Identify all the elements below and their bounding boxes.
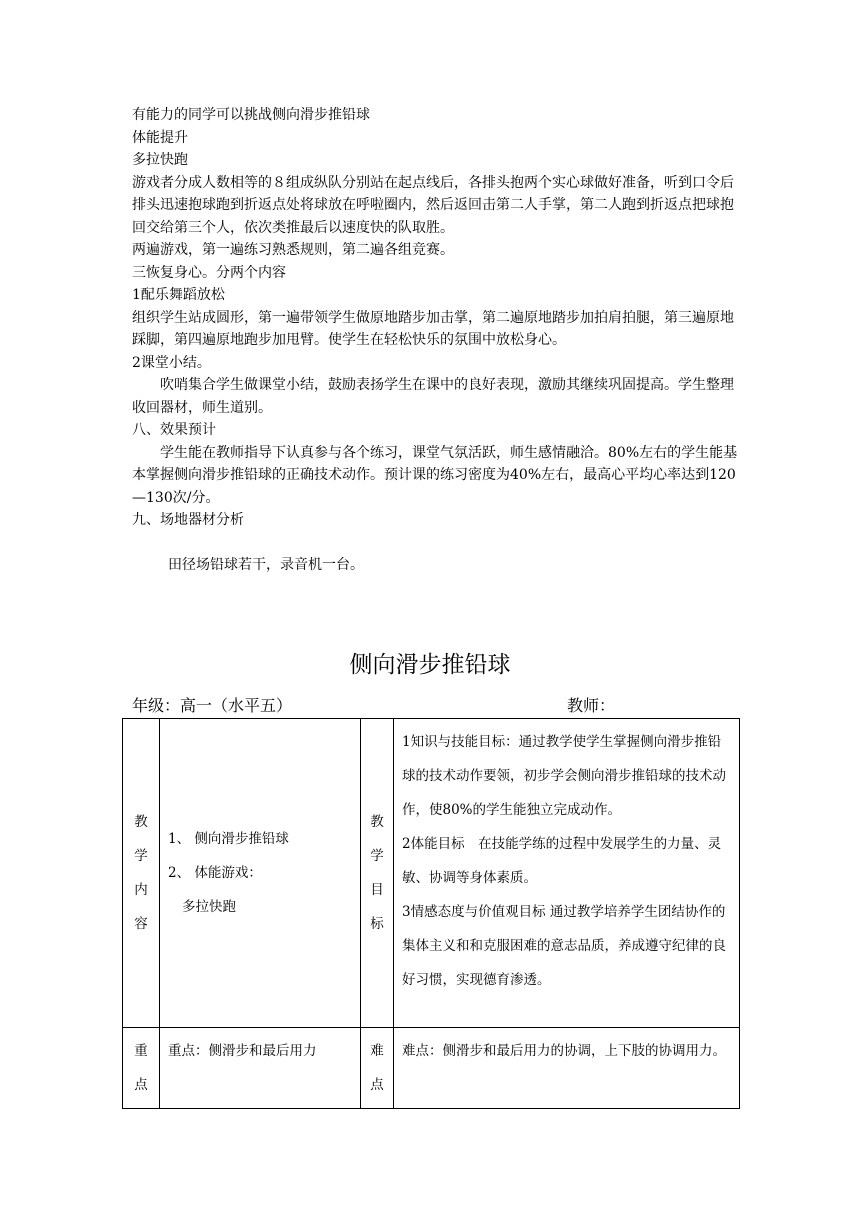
goal-item: 2体能目标 在技能学练的过程中发展学生的力量、灵敏、协调等身体素质。	[402, 836, 722, 886]
content-item: 1、 侧向滑步推铅球	[168, 831, 289, 847]
teacher-label: 教师：	[567, 696, 616, 715]
paragraph: 吹哨集合学生做课堂小结，鼓励表扬学生在课中的良好表现，激励其继续巩固提高。学生整理收回器材，师生道别。	[132, 377, 734, 416]
content-item: 2、 体能游戏：	[168, 865, 262, 881]
goals-cell	[394, 719, 740, 1028]
table-row	[123, 1028, 740, 1109]
difficulty-label: 难 点	[361, 1028, 394, 1109]
lesson-plan-table	[122, 718, 740, 1109]
paragraph: 有能力的同学可以挑战侧向滑步推铅球	[132, 107, 370, 123]
paragraph: 田径场铅球若干，录音机一台。	[168, 556, 364, 573]
grade-label: 年级：高一（水平五）	[132, 696, 293, 715]
paragraph: 组织学生站成圆形，第一遍带领学生做原地踏步加击掌，第二遍原地踏步加拍肩拍腿，第三遍原地踩脚，第四遍原地跑步加甩臂。使学生在轻松快乐的氛围中放松身心。	[132, 309, 734, 348]
grade-line	[132, 693, 742, 716]
section-heading: 八、效果预计	[132, 422, 216, 438]
paragraph: 2课堂小结。	[132, 354, 211, 371]
goal-item: 3情感态度与价值观目标 通过教学培养学生团结协作的集体主义和和克服困难的意志品质，养成遵守纪律的良好习惯，实现德育渗透。	[402, 904, 726, 988]
goals-label: 教 学 目 标	[361, 719, 394, 1028]
goal-item: 1知识与技能目标：通过教学使学生掌握侧向滑步推铅球的技术动作要领，初步学会侧向滑步推铅球的技术动作，使80%的学生能独立完成动作。	[402, 734, 726, 818]
paragraph: 学生能在教师指导下认真参与各个练习，课堂气氛活跃，师生感情融洽。80%左右的学生能基本掌握侧向滑步推铅球的正确技术动作。预计课的练习密度为40%左右，最高心平均心率达到120—130次/分。	[132, 444, 738, 506]
key-point-text: 重点：侧滑步和最后用力	[160, 1028, 361, 1109]
lesson-title: 侧向滑步推铅球	[349, 652, 511, 678]
paragraph: 两遍游戏，第一遍练习熟悉规则，第二遍各组竞赛。	[132, 242, 454, 258]
content-cell	[160, 719, 361, 1028]
section-heading: 九、场地器材分析	[132, 512, 244, 528]
paragraph: 1配乐舞蹈放松	[132, 287, 225, 303]
content-item: 多拉快跑	[182, 899, 236, 915]
paragraph: 多拉快跑	[132, 152, 188, 168]
paragraph: 体能提升	[132, 129, 188, 146]
paragraph: 三恢复身心。分两个内容	[132, 264, 286, 281]
key-point-label: 重 点	[123, 1028, 160, 1109]
difficulty-text: 难点：侧滑步和最后用力的协调，上下肢的协调用力。	[394, 1028, 740, 1109]
body-text	[132, 104, 742, 576]
table-row	[123, 719, 740, 1028]
paragraph: 游戏者分成人数相等的８组成纵队分别站在起点线后，各排头抱两个实心球做好准备，听到口令后排头迅速抱球跑到折返点处将球放在呼啦圈内，然后返回击第二人手掌，第二人跑到折返点把球抱回交给第三个人，依次类推最后以速度快的队取胜。	[132, 174, 734, 236]
content-label: 教 学 内 容	[123, 719, 160, 1028]
